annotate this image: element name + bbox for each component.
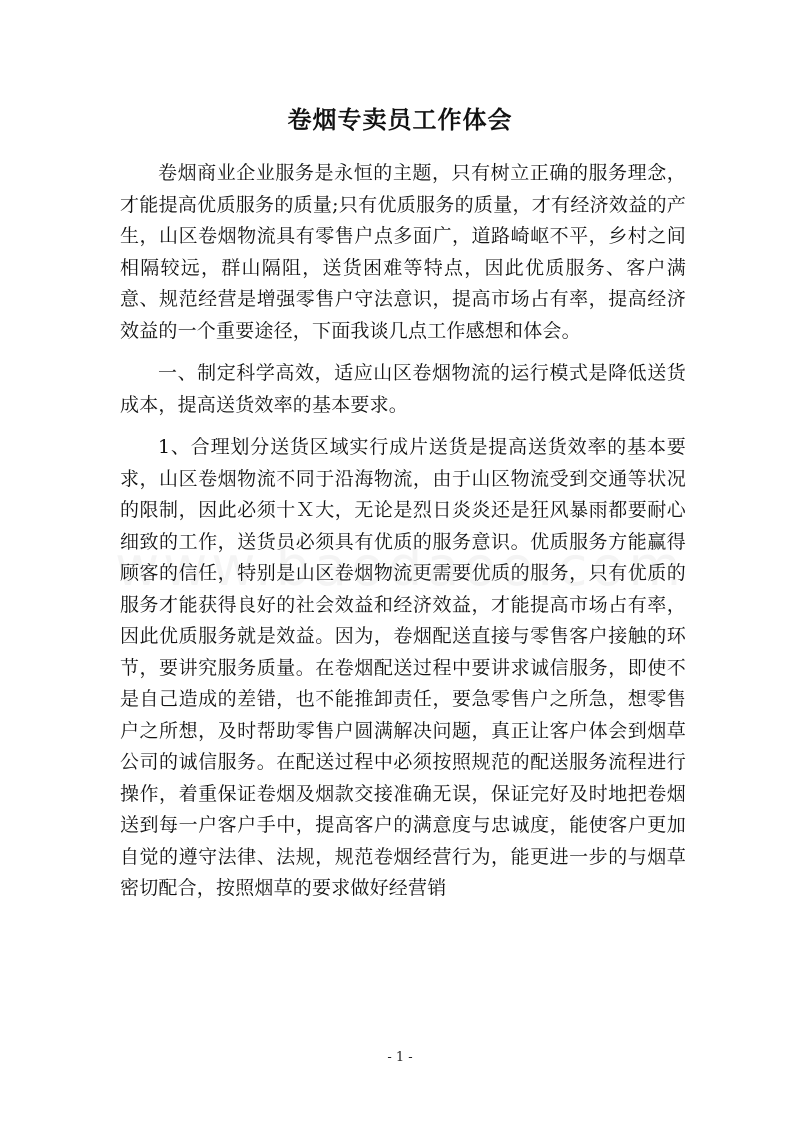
paragraph-section-one: 一、制定科学高效，适应山区卷烟物流的运行模式是降低送货成本，提高送货效率的基本要求。 [120,362,686,416]
paragraph-intro: 卷烟商业企业服务是永恒的主题，只有树立正确的服务理念，才能提高优质服务的质量;只有优质服务的质量，才有经济效益的产生，山区卷烟物流具有零售户点多面广，道路崎岖不平，乡村之间相隔较远，群山隔阻，送货困难等特点，因此优质服务、客户满意、规范经营是增强零售户守法意识，提高市场占有率，提高经济效益的一个重要途径，下面我谈几点工作感想和体会。 [120,162,686,342]
document-body [120,158,686,905]
paragraph-item-one: 1、合理划分送货区域实行成片送货是提高送货效率的基本要求，山区卷烟物流不同于沿海物流，由于山区物流受到交通等状况的限制，因此必须十Ｘ大，无论是烈日炎炎还是狂风暴雨都要耐心细致的工作，送货员必须具有优质的服务意识。优质服务方能赢得顾客的信任，特别是山区卷烟物流更需要优质的服务，只有优质的服务才能获得良好的社会效益和经济效益，才能提高市场占有率，因此优质服务就是效益。因为，卷烟配送直接与零售客户接触的环节，要讲究服务质量。在卷烟配送过程中要讲求诚信服务，即使不是自己造成的差错，也不能推卸责任，要急零售户之所急，想零售户之所想，及时帮助零售户圆满解决问题，真正让客户体会到烟草公司的诚信服务。在配送过程中必须按照规范的配送服务流程进行操作，着重保证卷烟及烟款交接准确无误，保证完好及时地把卷烟送到每一户客户手中，提高客户的满意度与忠诚度，能使客户更加自觉的遵守法律、法规，规范卷烟经营行为，能更进一步的与烟草密切配合，按照烟草的要求做好经营销 [120,436,686,899]
page-number: - 1 - [387,1050,413,1065]
document-title: 卷烟专卖员工作体会 [287,105,513,134]
